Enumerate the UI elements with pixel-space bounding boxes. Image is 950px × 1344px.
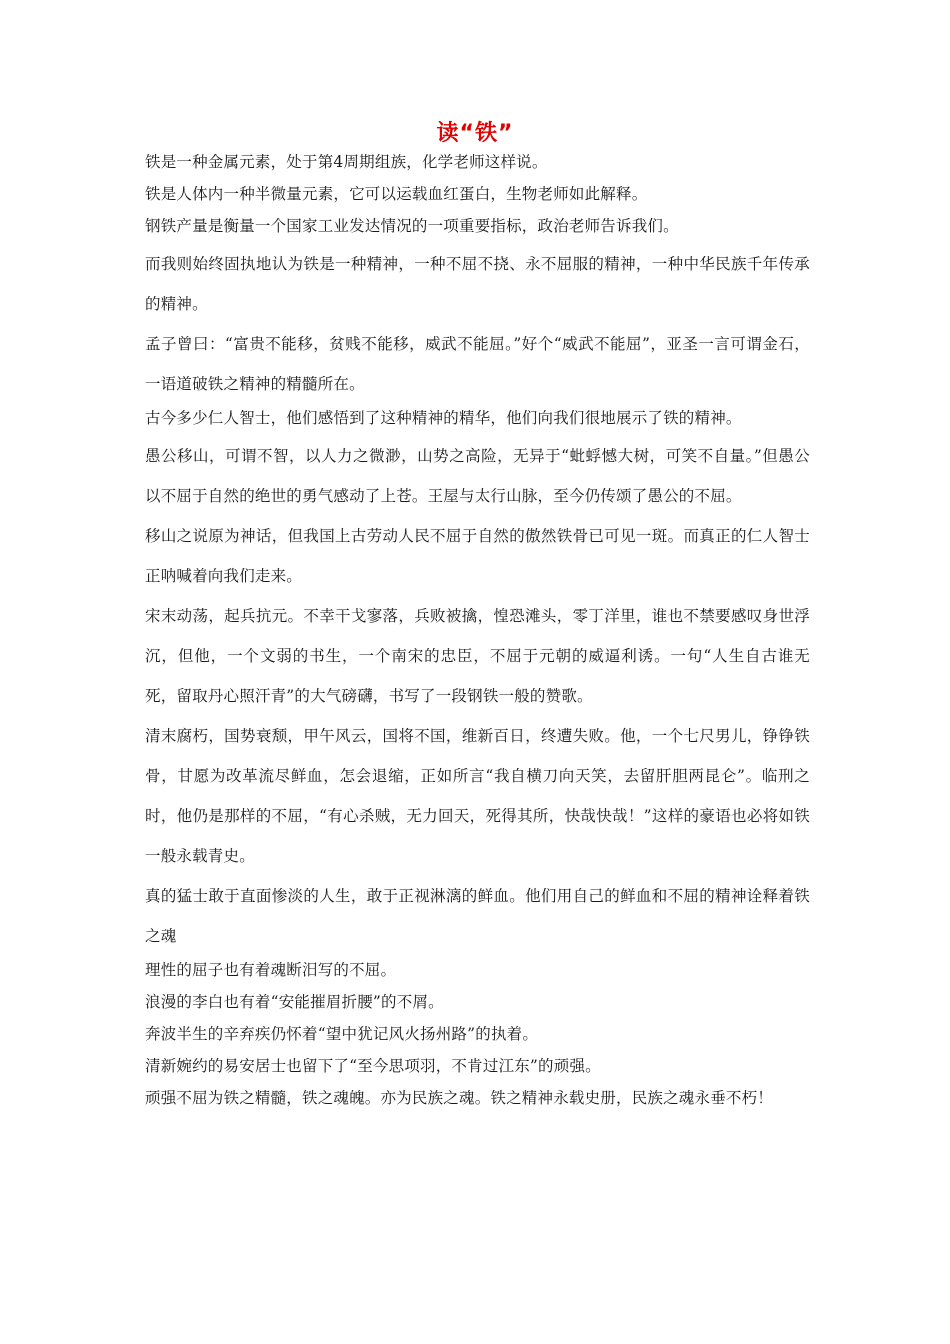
paragraph-7: 愚公移山，可谓不智，以人力之微渺，山势之高险，无异于“蚍蜉憾大树，可笑不自量。”但愚公以不屈于自然的绝世的勇气感动了上苍。王屋与太行山脉，至今仍传颂了愚公的不屈。: [145, 447, 810, 505]
paragraph-11: 真的猛士敢于直面惨淡的人生，敢于正视淋漓的鲜血。他们用自己的鲜血和不屈的精神诠释着铁之魂: [145, 887, 810, 945]
document-title: 读“铁”: [436, 121, 514, 146]
paragraph-1: 铁是一种金属元素，处于第4周期组族，化学老师这样说。: [145, 153, 548, 171]
paragraph-14: 奔波半生的辛弃疾仍怀着“望中犹记风火扬州路”的执着。: [145, 1025, 539, 1043]
paragraph-13: 浪漫的李白也有着“安能摧眉折腰”的不屑。: [145, 993, 444, 1011]
paragraph-9: 宋末动荡，起兵抗元。不幸干戈寥落，兵败被擒，惶恐滩头，零丁洋里，谁也不禁要感叹身世浮沉，但他，一个文弱的书生，一个南宋的忠臣，不屈于元朝的威逼利诱。一句“人生自古谁无死，留取丹心照汗青”的大气磅礴，书写了一段钢铁一般的赞歌。: [145, 607, 810, 705]
paragraph-5: 孟子曾曰：“富贵不能移，贫贱不能移，威武不能屈。”好个“威武不能屈”，亚圣一言可谓金石，一语道破铁之精神的精髓所在。: [145, 335, 810, 393]
paragraph-16: 顽强不屈为铁之精髓，铁之魂魄。亦为民族之魂。铁之精神永载史册，民族之魂永垂不朽！: [145, 1089, 774, 1107]
paragraph-6: 古今多少仁人智士，他们感悟到了这种精神的精华，他们向我们很地展示了铁的精神。: [145, 409, 742, 427]
paragraph-2: 铁是人体内一种半微量元素，它可以运载血红蛋白，生物老师如此解释。: [145, 185, 648, 203]
paragraph-4: 而我则始终固执地认为铁是一种精神，一种不屈不挠、永不屈服的精神，一种中华民族千年传承的精神。: [145, 255, 810, 313]
paragraph-3: 钢铁产量是衡量一个国家工业发达情况的一项重要指标，政治老师告诉我们。: [145, 217, 679, 235]
paragraph-10: 清末腐朽，国势衰颓，甲午风云，国将不国，维新百日，终遭失败。他，一个七尺男儿，铮铮铁骨，甘愿为改革流尽鲜血，怎会退缩，正如所言“我自横刀向天笑，去留肝胆两昆仑”。临刑之时，他仍是那样的不屈，“有心杀贼，无力回天，死得其所，快哉快哉！”这样的豪语也必将如铁一般永载青史。: [145, 727, 810, 865]
paragraph-12: 理性的屈子也有着魂断汨写的不屈。: [145, 961, 397, 979]
paragraph-8: 移山之说原为神话，但我国上古劳动人民不屈于自然的傲然铁骨已可见一斑。而真正的仁人智士正呐喊着向我们走来。: [145, 527, 810, 585]
paragraph-15: 清新婉约的易安居士也留下了“至今思项羽，不肯过江东”的顽强。: [145, 1057, 601, 1075]
document-body: [145, 148, 810, 1116]
